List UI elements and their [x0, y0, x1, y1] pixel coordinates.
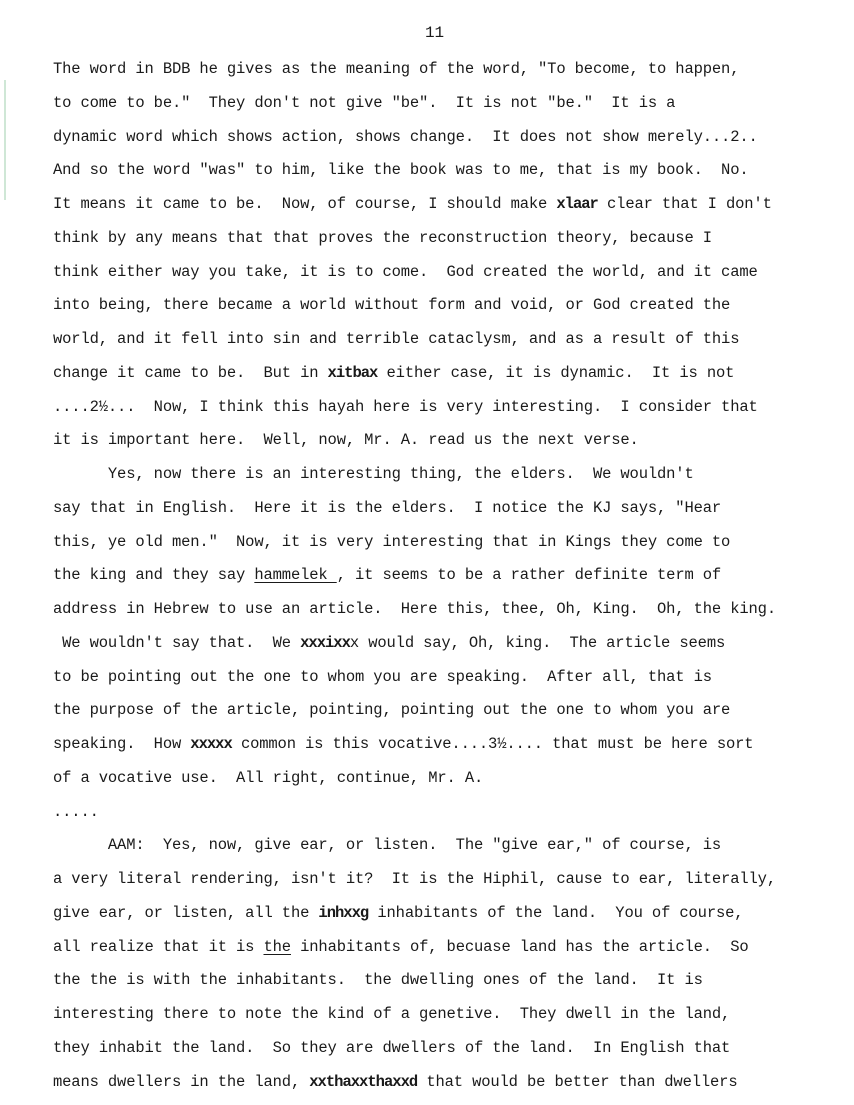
- line-text: they inhabit the land. So they are dwellers of the land. In English that: [53, 1038, 731, 1057]
- line-text: the purpose of the article, pointing, pointing out the one to whom you are: [53, 701, 731, 720]
- text-line: [53, 735, 753, 753]
- text-line: [53, 533, 730, 551]
- line-text: say that in English. Here it is the elders. I notice the KJ says, "Hear: [53, 498, 722, 517]
- text-line: [53, 195, 772, 213]
- line-text: give ear, or listen, all the: [53, 903, 319, 922]
- line-text: world, and it fell into sin and terrible cataclysm, and as a result of this: [53, 330, 740, 348]
- line-text: all realize that it is: [53, 937, 264, 956]
- text-line: [53, 566, 721, 584]
- line-text: interesting there to note the kind of a genetive. They dwell in the land,: [53, 1005, 731, 1023]
- text-line: [53, 701, 730, 719]
- text-line: [53, 499, 721, 517]
- line-text-continued: either case, it is dynamic. It is not: [377, 363, 735, 382]
- underlined-text: the: [263, 937, 291, 956]
- line-text: to be pointing out the one to whom you are speaking. After all, that is: [53, 667, 712, 686]
- line-text: to come to be." They don't not give "be". It is not "be." It is a: [53, 93, 676, 112]
- text-line: [53, 803, 99, 821]
- struck-out-text: xxxxx: [190, 735, 232, 753]
- text-line: [53, 364, 734, 382]
- line-text: the the is with the inhabitants. the dwelling ones of the land. It is: [53, 971, 703, 990]
- text-line: [53, 1005, 730, 1023]
- text-line: [53, 971, 703, 989]
- line-text-continued: common is this vocative....3½.... that must be here sort: [231, 735, 754, 753]
- text-line: [53, 870, 776, 888]
- struck-out-text: xxthaxxthaxxd: [309, 1072, 418, 1091]
- line-text: into being, there became a world without form and void, or God created the: [53, 296, 731, 315]
- text-line: [53, 668, 712, 686]
- text-line: [53, 836, 721, 854]
- line-text: Yes, now there is an interesting thing, the elders. We wouldn't: [53, 465, 694, 483]
- line-text: The word in BDB he gives as the meaning of the word, "To become, to happen,: [53, 60, 740, 78]
- text-line: [53, 398, 758, 416]
- line-text: .....: [53, 802, 99, 821]
- text-line: [53, 60, 739, 78]
- struck-out-text: xxxixx: [300, 633, 350, 652]
- line-text: AAM: Yes, now, give ear, or listen. The "give ear," of course, is: [53, 836, 722, 855]
- text-line: [53, 263, 758, 281]
- text-line: [53, 1073, 737, 1091]
- line-text: dynamic word which shows action, shows change. It does not show merely...2..: [53, 127, 758, 146]
- text-line: [53, 94, 675, 112]
- text-line: [53, 431, 639, 449]
- struck-out-text: inhxxg: [318, 903, 369, 922]
- line-text-continued: clear that I don't: [597, 195, 772, 213]
- text-line: [53, 296, 730, 314]
- line-text-continued: inhabitants of the land. You of course,: [368, 903, 744, 922]
- text-line: [53, 769, 483, 787]
- line-text-continued: that would be better than dwellers: [417, 1072, 738, 1091]
- text-line: [53, 600, 776, 618]
- line-text: And so the word "was" to him, like the book was to me, that is my book. No.: [53, 161, 749, 180]
- underlined-text: hammelek: [254, 566, 337, 585]
- text-line: [53, 904, 743, 922]
- text-line: [53, 634, 725, 652]
- text-line: [53, 161, 749, 179]
- text-line: [53, 128, 758, 146]
- line-text-continued: x would say, Oh, king. The article seems: [349, 633, 726, 652]
- text-line: [53, 1039, 730, 1057]
- line-text: We wouldn't say that. We: [53, 633, 301, 652]
- line-text: address in Hebrew to use an article. Here this, thee, Oh, King. Oh, the king.: [53, 600, 776, 618]
- line-text: change it came to be. But in: [53, 363, 328, 382]
- line-text-continued: inhabitants of, becuase land has the article. So: [290, 937, 749, 956]
- text-line: [53, 465, 694, 483]
- line-text-continued: , it seems to be a rather definite term of: [336, 566, 722, 585]
- line-text: think either way you take, it is to come. God created the world, and it came: [53, 262, 758, 281]
- margin-rule: [4, 80, 6, 200]
- line-text: the king and they say: [53, 566, 255, 585]
- struck-out-text: xlaar: [556, 195, 598, 213]
- line-text: a very literal rendering, isn't it? It is the Hiphil, cause to ear, literally,: [53, 870, 776, 888]
- text-line: [53, 938, 749, 956]
- line-text: means dwellers in the land,: [53, 1072, 310, 1091]
- line-text: this, ye old men." Now, it is very interesting that in Kings they come to: [53, 532, 731, 551]
- line-text: think by any means that that proves the reconstruction theory, because I: [53, 228, 712, 247]
- struck-out-text: xitbax: [327, 363, 378, 382]
- line-text: of a vocative use. All right, continue, Mr. A.: [53, 768, 484, 787]
- text-line: [53, 229, 712, 247]
- page-number: 11: [425, 24, 444, 42]
- line-text: ....2½... Now, I think this hayah here is very interesting. I consider that: [53, 397, 758, 416]
- text-line: [53, 330, 739, 348]
- line-text: It means it came to be. Now, of course, I should make: [53, 195, 557, 213]
- line-text: it is important here. Well, now, Mr. A. read us the next verse.: [53, 431, 639, 450]
- line-text: speaking. How: [53, 735, 191, 753]
